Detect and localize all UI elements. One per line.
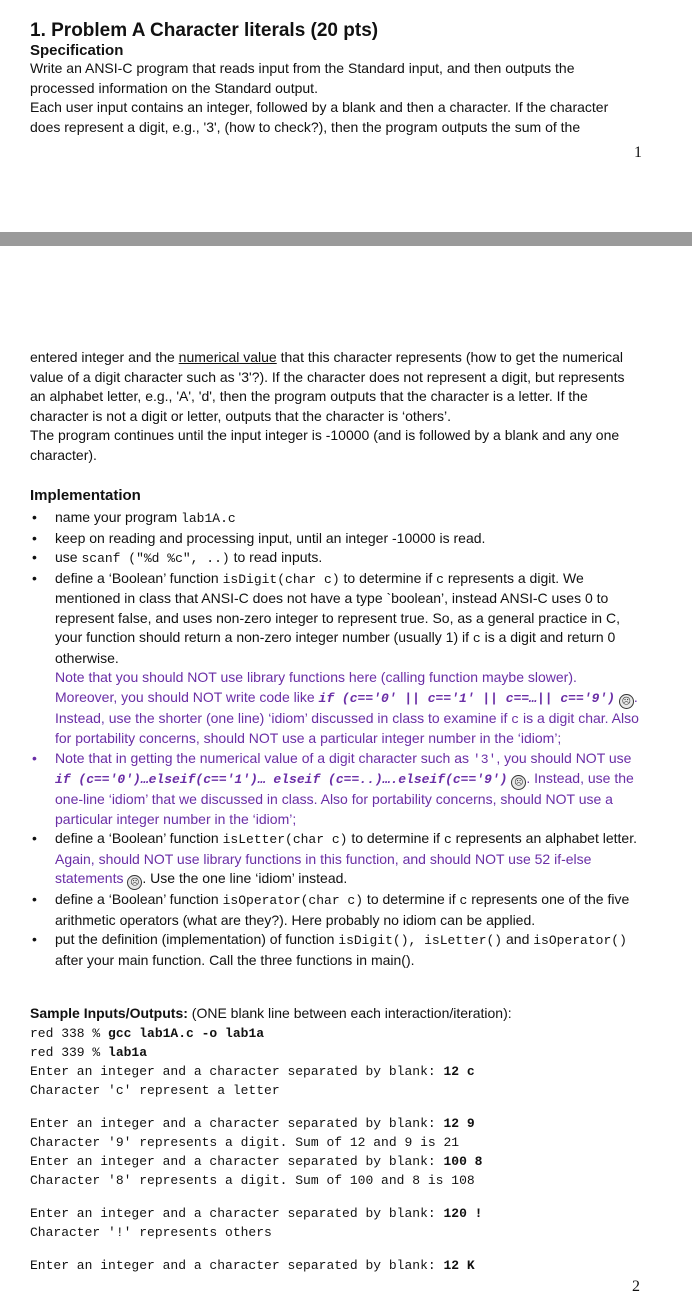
impl-list	[30, 508, 640, 970]
page-number-2: 2	[632, 1278, 640, 1295]
terminal-line: red 338 % gcc lab1A.c -o lab1a	[30, 1025, 265, 1041]
numerical-value-term: numerical value	[178, 349, 277, 365]
spec-para-2: Each user input contains an integer, followed by a blank and then a character. If the character does represent a digit, e.g., '3', (how to check?), then the program outputs the sum of the	[30, 99, 609, 135]
page-1	[0, 0, 692, 232]
page-2	[0, 246, 692, 1316]
list-item: • define a ‘Boolean’ function isLetter(char c) to determine if c represents an alphabet letter. Again, should NOT use library functions in this function, and should NOT use 52 if-else statements ☹ . Use the one line ‘idiom’ instead.	[30, 829, 640, 890]
terminal-line: Character '8' represents a digit. Sum of 100 and 8 is 108	[30, 1172, 475, 1188]
problem-title: 1. Problem A Character literals (20 pts)	[30, 20, 379, 41]
list-item: • define a ‘Boolean’ function isDigit(char c) to determine if c represents a digit. We mentioned in class that ANSI-C does not have a type `boolean’, instead ANSI-C uses 0 to represent false, and uses non-zero integer to represent true. So, as a general practice in C, your function should return a non-zero integer number (usually 1) if c is a digit and return 0 otherwise. Note that you should NOT use library functions here (calling function maybe slower). Moreover, you should NOT write code like if (c=='0' || c=='1' || c==…|| c=='9') ☹ . Instead, use the shorter (one line) ‘idiom’ discussed in class to examine if c is a digit char. Also for portability concerns, should NOT use a particular integer number in the ‘idiom’;	[30, 569, 640, 749]
terminal-line: Character '!' represents others	[30, 1224, 272, 1240]
terminal-line: Enter an integer and a character separated by blank: 12 c	[30, 1063, 475, 1079]
list-item: • name your program lab1A.c	[30, 508, 640, 529]
terminal-line: Character 'c' represent a letter	[30, 1082, 280, 1098]
terminal-line: Character '9' represents a digit. Sum of 12 and 9 is 21	[30, 1134, 460, 1150]
termination-para: The program continues until the input integer is -10000 (and is followed by a blank and any one character).	[30, 427, 620, 463]
page-2-content	[30, 348, 640, 1275]
impl-heading: Implementation	[30, 487, 141, 504]
continuation-para: entered integer and the numerical value that this character represents (how to get the numerical value of a digit character such as '3'?). If the character does not represent a digit, but represents an alphabet letter, e.g., 'A', 'd', then the program outputs that the character is a letter. If the character is not a digit or letter, outputs that the character is ‘others’.	[30, 349, 625, 424]
list-item: • define a ‘Boolean’ function isOperator(char c) to determine if c represents one of the five arithmetic operators (what are they?). Here probably no idiom can be applied.	[30, 890, 640, 930]
sample-heading: Sample Inputs/Outputs: (ONE blank line between each interaction/iteration):	[30, 1005, 512, 1021]
terminal-line: red 339 % lab1a	[30, 1044, 148, 1060]
spec-para-1: Write an ANSI-C program that reads input from the Standard input, and then outputs the processed information on the Standard output.	[30, 60, 575, 96]
list-item: • Note that in getting the numerical value of a digit character such as '3', you should NOT use if (c=='0')…elseif(c=='1')… elseif (c==..)….elseif(c=='9') ☹ . Instead, use the one-line ‘idiom’ that we discussed in class. Also for portability concerns, should NOT use a particular integer number in the ‘idiom’;	[30, 749, 640, 830]
sad-face-icon: ☹	[619, 694, 634, 709]
sad-face-icon: ☹	[511, 775, 526, 790]
page-number-1: 1	[634, 144, 642, 161]
terminal-output	[30, 1024, 640, 1275]
list-item: • put the definition (implementation) of function isDigit(), isLetter() and isOperator() after your main function. Call the three functions in main().	[30, 930, 640, 970]
list-item: • use scanf ("%d %c", ..) to read inputs.	[30, 548, 640, 569]
spec-section	[30, 42, 640, 137]
terminal-line: Enter an integer and a character separated by blank: 12 9	[30, 1115, 475, 1131]
sad-face-icon: ☹	[127, 875, 142, 890]
spec-heading: Specification	[30, 42, 124, 59]
terminal-line: Enter an integer and a character separated by blank: 120 !	[30, 1205, 483, 1221]
page-separator	[0, 232, 692, 246]
terminal-line: Enter an integer and a character separated by blank: 100 8	[30, 1153, 483, 1169]
list-item: • keep on reading and processing input, until an integer -10000 is read.	[30, 529, 640, 549]
terminal-line: Enter an integer and a character separated by blank: 12 K	[30, 1257, 475, 1273]
